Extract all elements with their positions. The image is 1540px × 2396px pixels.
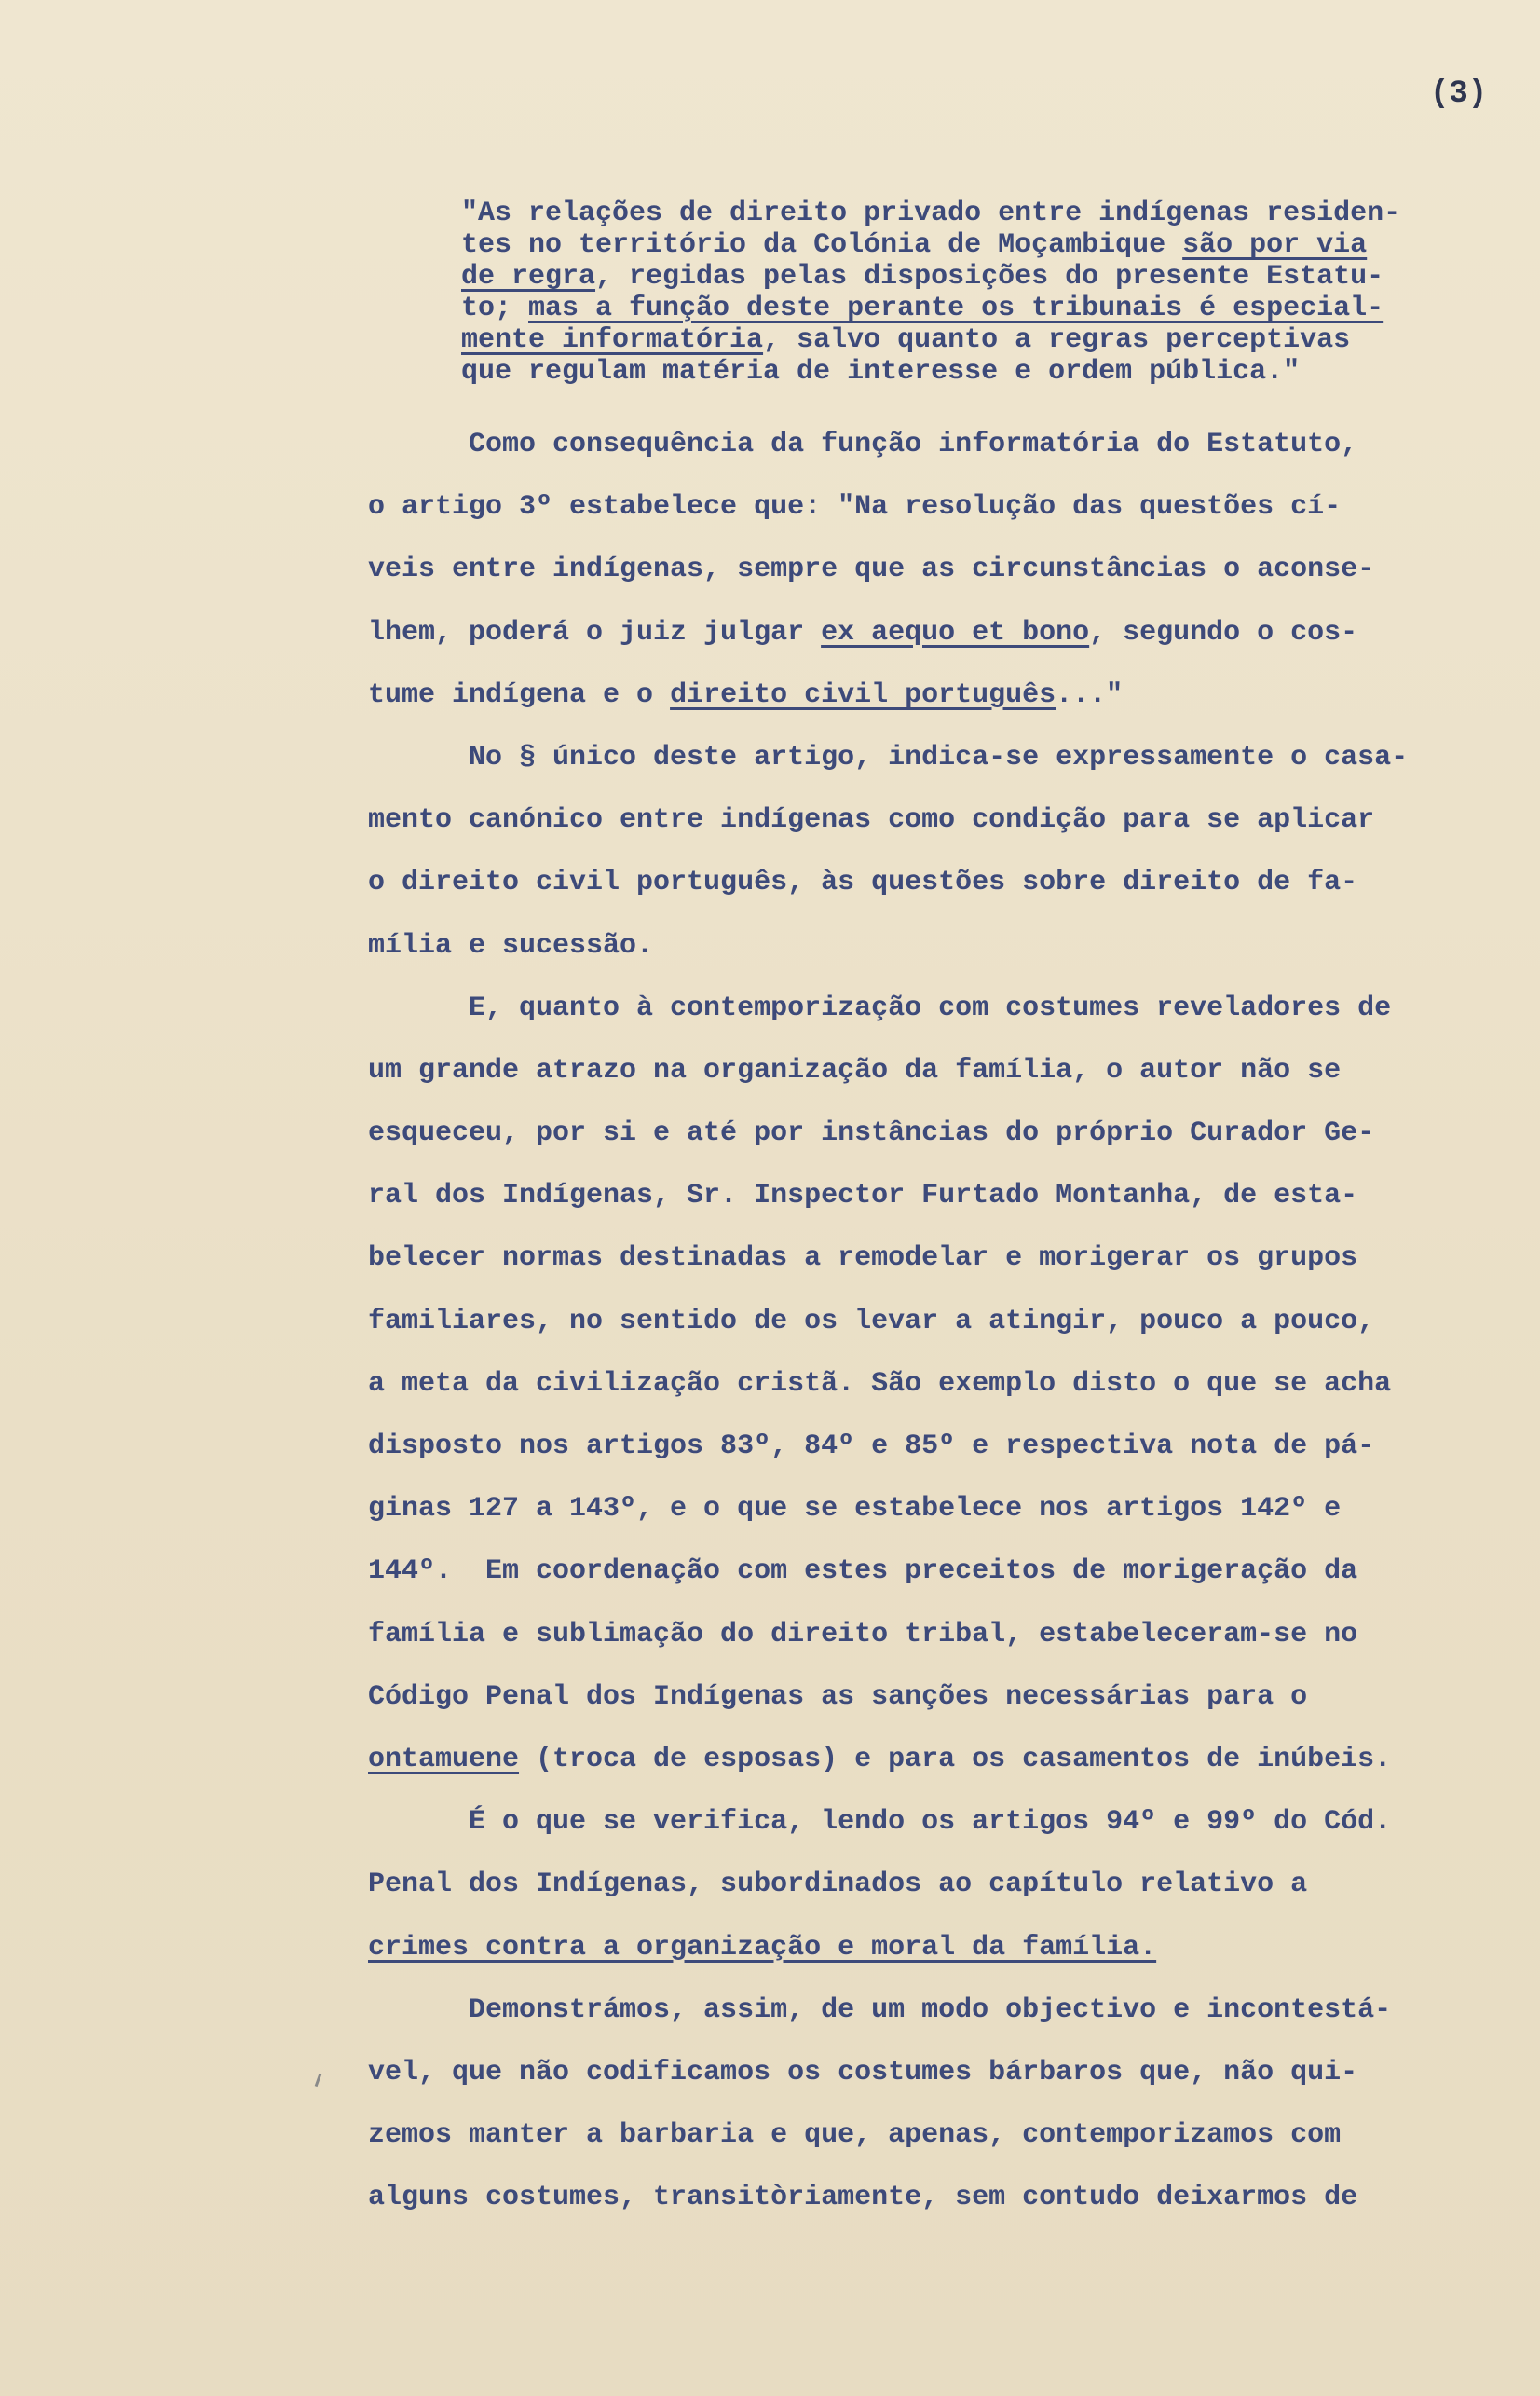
underlined-text: ontamuene bbox=[368, 1743, 520, 1775]
text-segment: , salvo quanto a regras perceptivas bbox=[763, 324, 1351, 356]
body-line bbox=[368, 1540, 1514, 1603]
body-line bbox=[368, 1227, 1514, 1290]
quote-line bbox=[461, 356, 1514, 388]
text-segment: vel, que não codificamos os costumes bárbaros que, não qui- bbox=[368, 2056, 1358, 2088]
text-segment: território da Colónia de Moçambique bbox=[579, 229, 1166, 261]
body-line bbox=[368, 1478, 1514, 1540]
text-segment: No § único deste artigo, indica-se expressamente o casa- bbox=[368, 741, 1409, 774]
body-line bbox=[368, 852, 1514, 914]
body-line bbox=[368, 1102, 1514, 1165]
body-line bbox=[368, 1353, 1514, 1416]
body-line bbox=[368, 602, 1514, 664]
text-segment: Demonstrámos, assim, de um modo objectivo e incontestá- bbox=[368, 1993, 1392, 2026]
text-segment: , segundo o cos- bbox=[1089, 616, 1358, 649]
margin-mark bbox=[315, 2074, 322, 2087]
quote-line bbox=[461, 324, 1514, 356]
text-segment: to; bbox=[461, 293, 529, 324]
text-segment: veis entre indígenas, sempre que as circunstâncias o aconse- bbox=[368, 554, 1375, 586]
body-line bbox=[368, 1729, 1514, 1791]
text-segment: mento canónico entre indígenas como condição para se aplicar bbox=[368, 804, 1375, 837]
text-segment: zemos manter a barbaria e que, apenas, contemporizamos com bbox=[368, 2119, 1342, 2152]
body-line bbox=[368, 414, 1514, 476]
text-segment: (troca de esposas) e para os casamentos de inúbeis. bbox=[519, 1743, 1392, 1775]
body-line bbox=[368, 1604, 1514, 1666]
body-line bbox=[368, 1666, 1514, 1729]
body-line bbox=[368, 664, 1514, 727]
text-segment: Código Penal dos Indígenas as sanções necessárias para o bbox=[368, 1680, 1308, 1713]
text-segment: mília e sucessão. bbox=[368, 929, 654, 962]
text-segment: familiares, no sentido de os levar a atingir, pouco a pouco, bbox=[368, 1305, 1375, 1337]
body-line bbox=[368, 2042, 1514, 2104]
quote-line bbox=[461, 198, 1514, 229]
body-line bbox=[368, 1979, 1514, 2042]
underlined-text: mente informatória bbox=[461, 324, 764, 356]
text-segment: o artigo 3º estabelece que: "Na resolução das questões cí- bbox=[368, 491, 1342, 524]
text-segment: família e sublimação do direito tribal, estabeleceram-se no bbox=[368, 1618, 1358, 1650]
text-segment: Como consequência da função informatória do Estatuto, bbox=[368, 429, 1358, 460]
body-line bbox=[368, 978, 1514, 1040]
text-segment: E, quanto à contemporização com costumes reveladores de bbox=[368, 992, 1392, 1024]
text-segment: esqueceu, por si e até por instâncias do próprio Curador Ge- bbox=[368, 1117, 1375, 1150]
body-line bbox=[368, 1416, 1514, 1478]
body-line bbox=[368, 1165, 1514, 1227]
body-line bbox=[368, 1917, 1514, 1979]
body-line bbox=[368, 1791, 1514, 1854]
text-segment: belecer normas destinadas a remodelar e morigerar os grupos bbox=[368, 1242, 1358, 1275]
text-segment: Penal dos Indígenas, subordinados ao capítulo relativo a bbox=[368, 1869, 1308, 1901]
text-segment: alguns costumes, transitòriamente, sem contudo deixarmos de bbox=[368, 2182, 1358, 2214]
text-segment: ral dos Indígenas, Sr. Inspector Furtado Montanha, de esta- bbox=[368, 1180, 1358, 1212]
text-segment: a meta da civilização cristã. São exemplo disto o que se acha bbox=[368, 1367, 1392, 1400]
body-line bbox=[368, 476, 1514, 539]
underlined-text: crimes contra a organização e moral da família. bbox=[368, 1931, 1157, 1964]
body-line bbox=[368, 2104, 1514, 2167]
body-text bbox=[368, 414, 1514, 2229]
quote-line bbox=[461, 293, 1514, 324]
body-line bbox=[368, 789, 1514, 852]
page-number: (3) bbox=[1430, 76, 1488, 112]
text-segment: ..." bbox=[1056, 678, 1124, 711]
body-line bbox=[368, 915, 1514, 978]
quote-line bbox=[461, 261, 1514, 293]
body-line bbox=[368, 1854, 1514, 1916]
text-segment: ginas 127 a 143º, e o que se estabelece nos artigos 142º e bbox=[368, 1493, 1342, 1526]
underlined-text: ex aequo et bono bbox=[821, 616, 1090, 649]
text-segment: 144º. Em coordenação com estes preceitos de morigeração da bbox=[368, 1555, 1358, 1588]
underlined-text: são por via bbox=[1182, 229, 1368, 261]
text-segment: tume indígena e o bbox=[368, 678, 671, 711]
body-line bbox=[368, 2167, 1514, 2229]
quote-line bbox=[461, 229, 1514, 261]
underlined-text: direito civil português bbox=[670, 678, 1056, 711]
body-line bbox=[368, 727, 1514, 789]
quoted-statute-passage bbox=[461, 198, 1514, 388]
text-segment bbox=[1165, 229, 1182, 261]
text-segment: um grande atrazo na organização da família, o autor não se bbox=[368, 1054, 1342, 1087]
underlined-text: mas a função deste perante os tribunais é especial- bbox=[528, 293, 1384, 324]
text-segment: lhem, poderá o juiz julgar bbox=[368, 616, 822, 649]
text-segment: "As relações de direito privado entre indígenas residen- bbox=[461, 198, 1401, 229]
text-segment: , regidas pelas disposições do presente Estatu- bbox=[595, 261, 1384, 293]
text-segment: disposto nos artigos 83º, 84º e 85º e respectiva nota de pá- bbox=[368, 1431, 1375, 1462]
text-segment: que regulam matéria de interesse e ordem pública." bbox=[461, 356, 1301, 388]
text-segment: É o que se verifica, lendo os artigos 94º e 99º do Cód. bbox=[368, 1806, 1392, 1839]
body-line bbox=[368, 1040, 1514, 1102]
body-line bbox=[368, 539, 1514, 601]
text-segment: o direito civil português, às questões sobre direito de fa- bbox=[368, 867, 1358, 899]
body-line bbox=[368, 1291, 1514, 1353]
underlined-text: de regra bbox=[461, 261, 596, 293]
text-segment: tes no bbox=[461, 229, 579, 261]
